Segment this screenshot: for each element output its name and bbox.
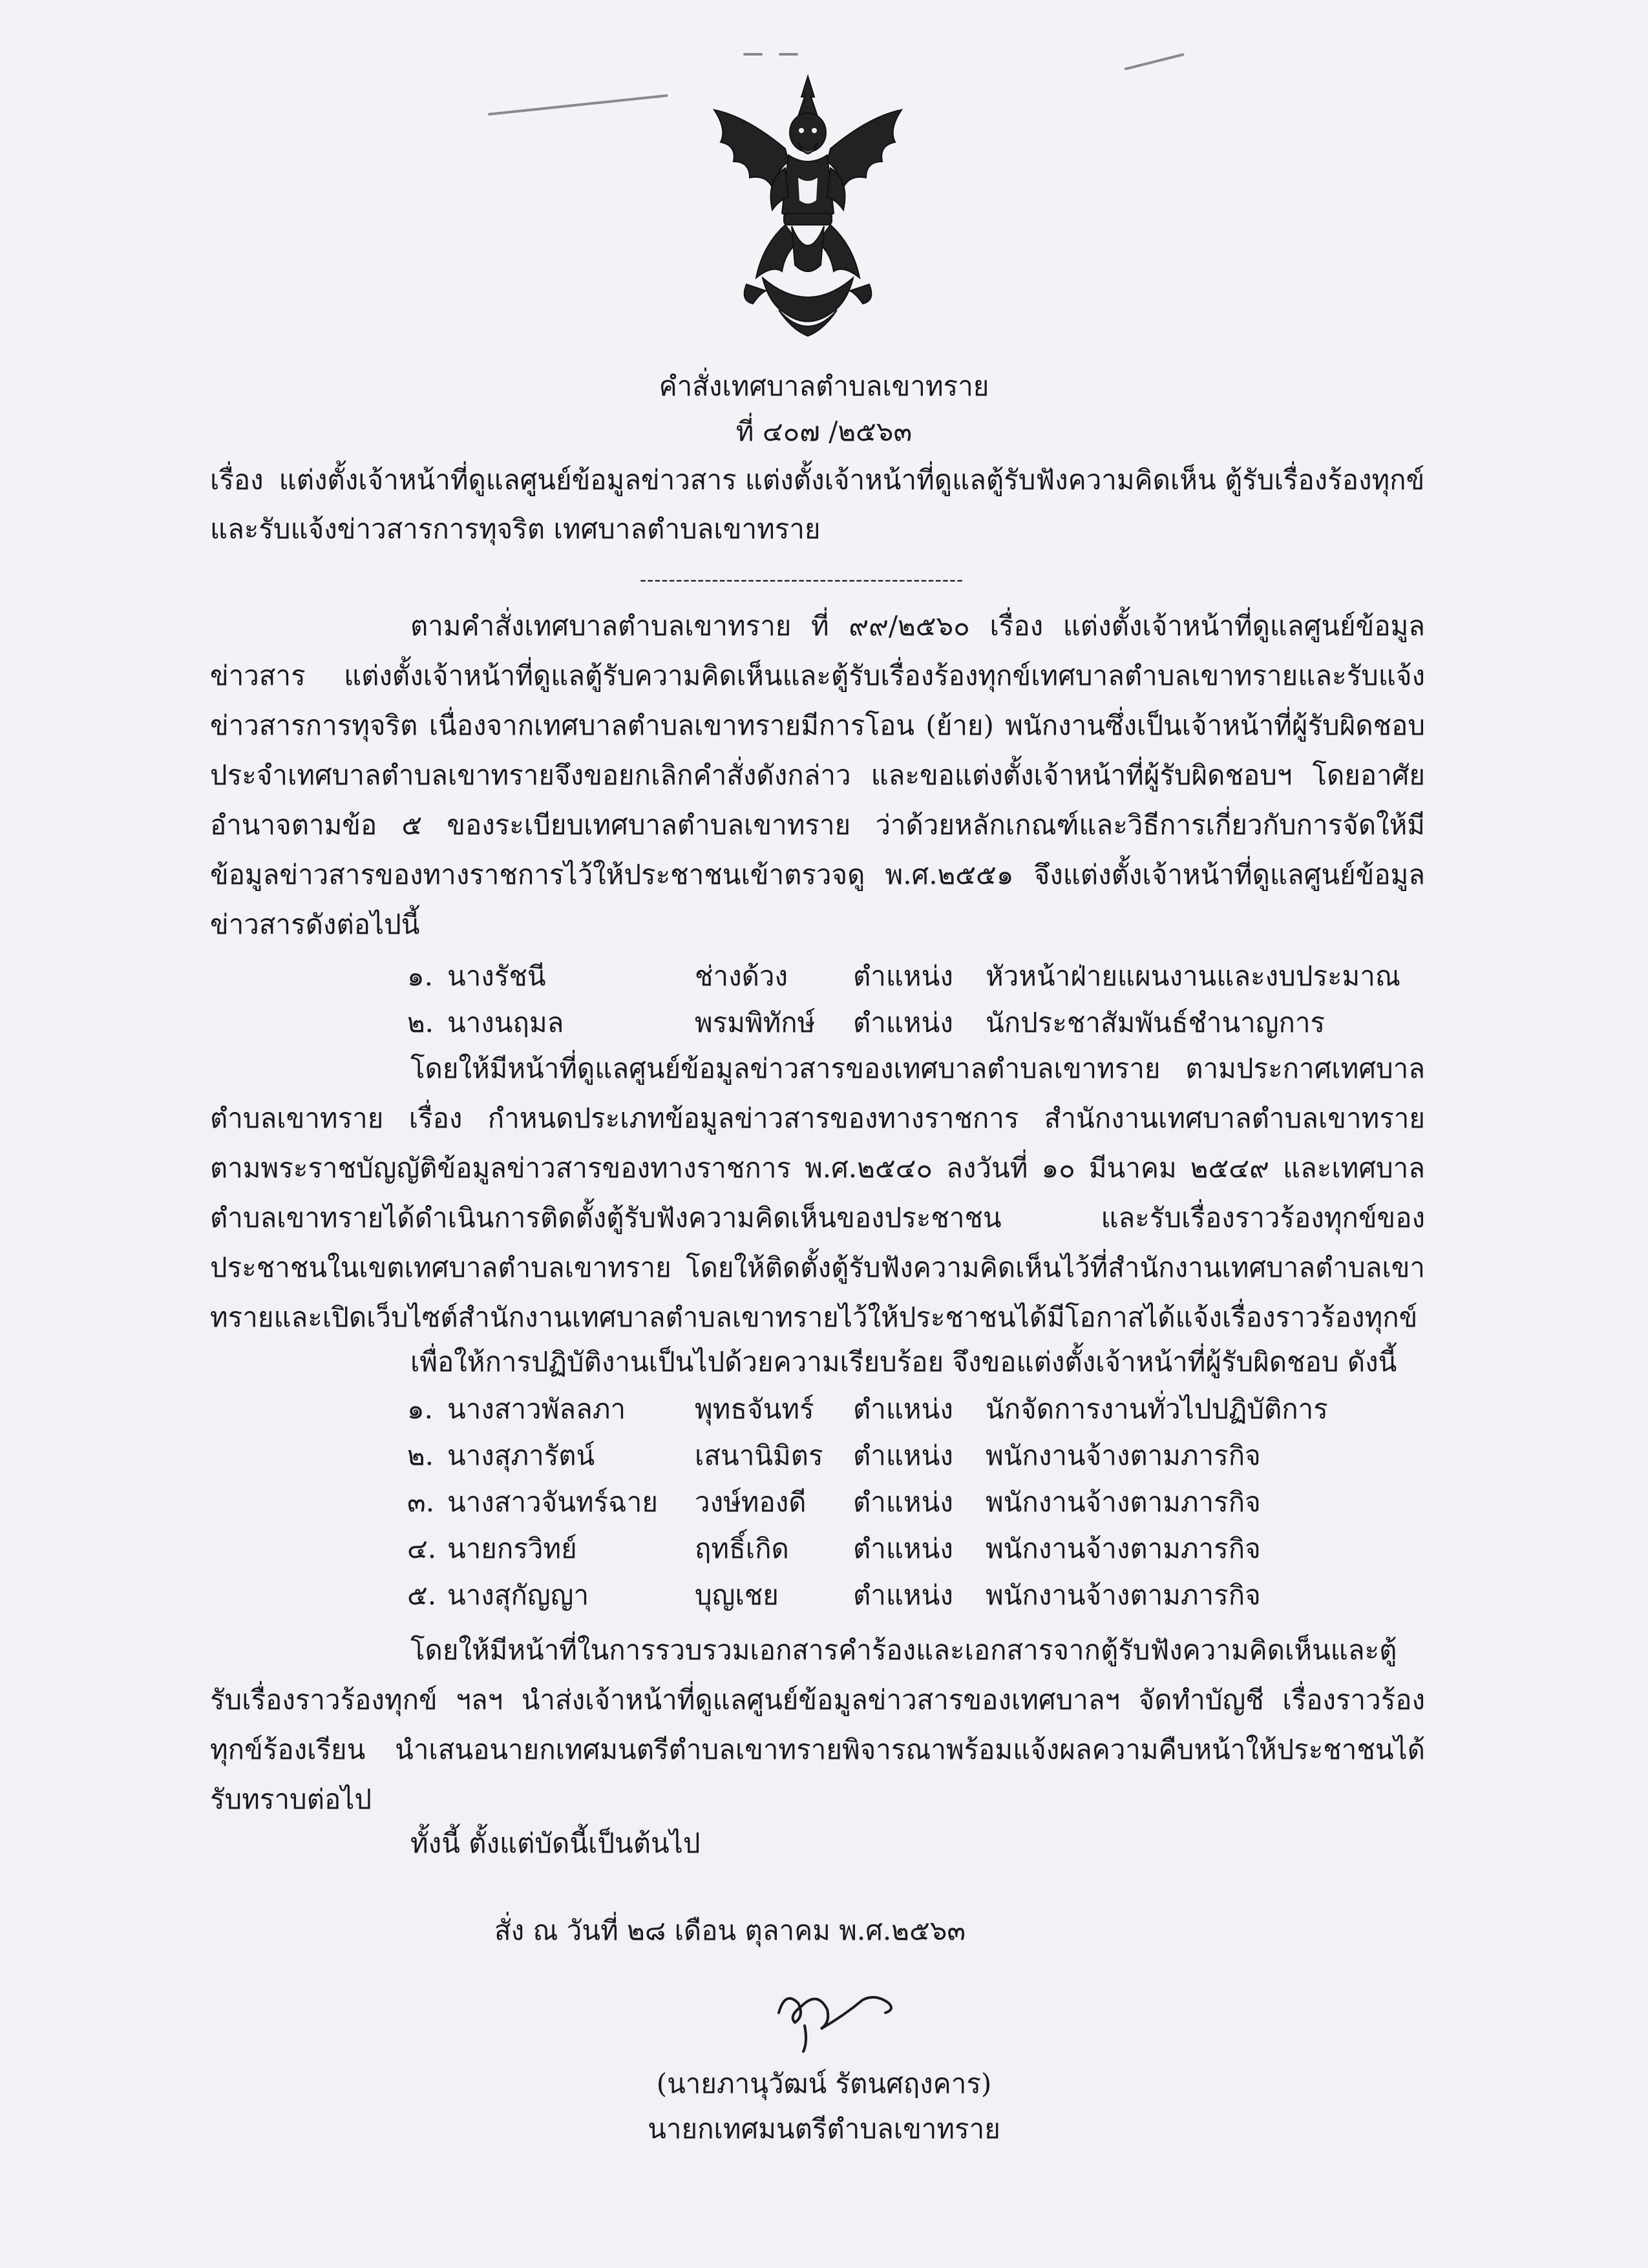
item-number: ๔. [407, 1533, 437, 1564]
subject-block [210, 456, 1425, 554]
scan-mark [488, 94, 668, 116]
item-name: นางสุภารัตน์ [447, 1440, 595, 1471]
item-number: ๓. [407, 1486, 435, 1518]
item-surname: บุญเชย [695, 1579, 779, 1611]
paragraph-2: โดยให้มีหน้าที่ดูแลศูนย์ข้อมูลข่าวสารของเทศบาลตำบลเขาทราย ตามประกาศเทศบาลตำบลเขาทราย เรื่อง กำหนดประเภทข้อมูลข่าวสารของทางราชการ สำนักงานเทศบาลตำบลเขาทรายตามพระราชบัญญัติข้อมูลข่าวสารของทางราชการ พ.ศ.๒๕๔๐ ลงวันที่ ๑๐ มีนาคม ๒๕๔๙ และเทศบาลตำบลเขาทรายได้ดำเนินการติดตั้งตู้รับฟังความคิดเห็นของประชาชน และรับเรื่องราวร้องทุกข์ของประชาชนในเขตเทศบาลตำบลเขาทราย โดยให้ติดตั้งตู้รับฟังความคิดเห็นไว้ที่สำนักงานเทศบาลตำบลเขาทรายและเปิดเว็บไซต์สำนักงานเทศบาลตำบลเขาทรายไว้ให้ประชาชนได้มีโอกาสได้แจ้งเรื่องราวร้องทุกข์ [210, 1053, 1425, 1333]
item-surname: พุทธจันทร์ [695, 1393, 814, 1425]
item-number: ๕. [407, 1579, 437, 1611]
subject-label: เรื่อง [210, 464, 264, 496]
item-number: ๒. [407, 1007, 434, 1038]
signature-mark [766, 1977, 914, 2055]
order-date: สั่ง ณ วันที่ ๒๘ เดือน ตุลาคม พ.ศ.๒๕๖๓ [494, 1915, 966, 1946]
item-position-label: ตำแหน่ง [853, 960, 953, 992]
item-position-label: ตำแหน่ง [853, 1393, 953, 1425]
scan-mark [779, 53, 798, 56]
item-number: ๑. [407, 960, 434, 992]
item-surname: วงษ์ทองดี [695, 1486, 807, 1518]
separator-line: --------------------------------------------- [640, 569, 964, 591]
item-position: พนักงานจ้างตามภารกิจ [986, 1533, 1261, 1564]
item-name: นายกรวิทย์ [447, 1533, 577, 1564]
item-name: นางนฤมล [447, 1007, 564, 1038]
item-position-label: ตำแหน่ง [853, 1007, 953, 1038]
paragraph-1: ตามคำสั่งเทศบาลตำบลเขาทราย ที่ ๙๙/๒๕๖๐ เรื่อง แต่งตั้งเจ้าหน้าที่ดูแลศูนย์ข้อมูลข่าวสาร แต่งตั้งเจ้าหน้าที่ดูแลตู้รับความคิดเห็นและตู้รับเรื่องร้องทุกข์เทศบาลตำบลเขาทรายและรับแจ้งข่าวสารการทุจริต เนื่องจากเทศบาลตำบลเขาทรายมีการโอน (ย้าย) พนักงานซึ่งเป็นเจ้าหน้าที่ผู้รับผิดชอบประจำเทศบาลตำบลเขาทรายจึงขอยกเลิกคำสั่งดังกล่าว และขอแต่งตั้งเจ้าหน้าที่ผู้รับผิดชอบฯ โดยอาศัยอำนาจตามข้อ ๕ ของระเบียบเทศบาลตำบลเขาทราย ว่าด้วยหลักเกณฑ์และวิธีการเกี่ยวกับการจัดให้มีข้อมูลข่าวสารของทางราชการไว้ให้ประชาชนเข้าตรวจดู พ.ศ.๒๕๕๑ จึงแต่งตั้งเจ้าหน้าที่ดูแลศูนย์ข้อมูลข่าวสารดังต่อไปนี้ [210, 610, 1425, 940]
item-position-label: ตำแหน่ง [853, 1440, 953, 1471]
item-position-label: ตำแหน่ง [853, 1533, 953, 1564]
item-name: นางสาวจันทร์ฉาย [447, 1486, 658, 1518]
item-name: นางรัชนี [447, 960, 546, 992]
paragraph-3: เพื่อให้การปฏิบัติงานเป็นไปด้วยความเรียบร้อย จึงขอแต่งตั้งเจ้าหน้าที่ผู้รับผิดชอบ ดังนี้ [410, 1346, 1397, 1378]
item-surname: ฤทธิ์เกิด [695, 1533, 789, 1564]
item-number: ๒. [407, 1440, 434, 1471]
item-position: พนักงานจ้างตามภารกิจ [986, 1486, 1261, 1518]
item-name: นางสาวพัลลภา [447, 1393, 626, 1425]
item-position: นักจัดการงานทั่วไปปฏิบัติการ [986, 1393, 1328, 1425]
item-position-label: ตำแหน่ง [853, 1486, 953, 1518]
scan-mark [1125, 53, 1185, 70]
item-position-label: ตำแหน่ง [853, 1579, 953, 1611]
item-surname: พรมพิทักษ์ [695, 1007, 816, 1038]
document-number: ที่ ๔๐๗ /๒๕๖๓ [735, 415, 913, 447]
item-position: นักประชาสัมพันธ์ชำนาญการ [986, 1007, 1326, 1038]
item-position: พนักงานจ้างตามภารกิจ [986, 1579, 1261, 1611]
document-title: คำสั่งเทศบาลตำบลเขาทราย [659, 370, 989, 402]
paragraph-4: โดยให้มีหน้าที่ในการรวบรวมเอกสารคำร้องและเอกสารจากตู้รับฟังความคิดเห็นและตู้รับเรื่องราวร้องทุกข์ ฯลฯ นำส่งเจ้าหน้าที่ดูแลศูนย์ข้อมูลข่าวสารของเทศบาลฯ จัดทำบัญชี เรื่องราวร้องทุกข์ร้องเรียน นำเสนอนายกเทศมนตรีตำบลเขาทรายพิจารณาพร้อมแจ้งผลความคืบหน้าให้ประชาชนได้รับทราบต่อไป [210, 1634, 1425, 1815]
garuda-emblem-icon [701, 71, 914, 342]
effective-statement: ทั้งนี้ ตั้งแต่บัดนี้เป็นต้นไป [410, 1827, 701, 1859]
item-surname: เสนานิมิตร [695, 1440, 823, 1471]
item-position: พนักงานจ้างตามภารกิจ [986, 1440, 1261, 1471]
item-position: หัวหน้าฝ่ายแผนงานและงบประมาณ [986, 960, 1400, 992]
item-name: นางสุกัญญา [447, 1579, 589, 1611]
signatory-position: นายกเทศมนตรีตำบลเขาทราย [648, 2113, 1000, 2145]
signatory-name: (นายภานุวัฒน์ รัตนศฤงคาร) [656, 2068, 992, 2099]
subject-text: แต่งตั้งเจ้าหน้าที่ดูแลศูนย์ข้อมูลข่าวสาร แต่งตั้งเจ้าหน้าที่ดูแลตู้รับฟังความคิดเห็น ตู้รับเรื่องร้องทุกข์และรับแจ้งข่าวสารการทุจริต เทศบาลตำบลเขาทราย [210, 464, 1425, 545]
item-number: ๑. [407, 1393, 434, 1425]
item-surname: ช่างด้วง [695, 960, 788, 992]
scan-mark [743, 53, 763, 56]
